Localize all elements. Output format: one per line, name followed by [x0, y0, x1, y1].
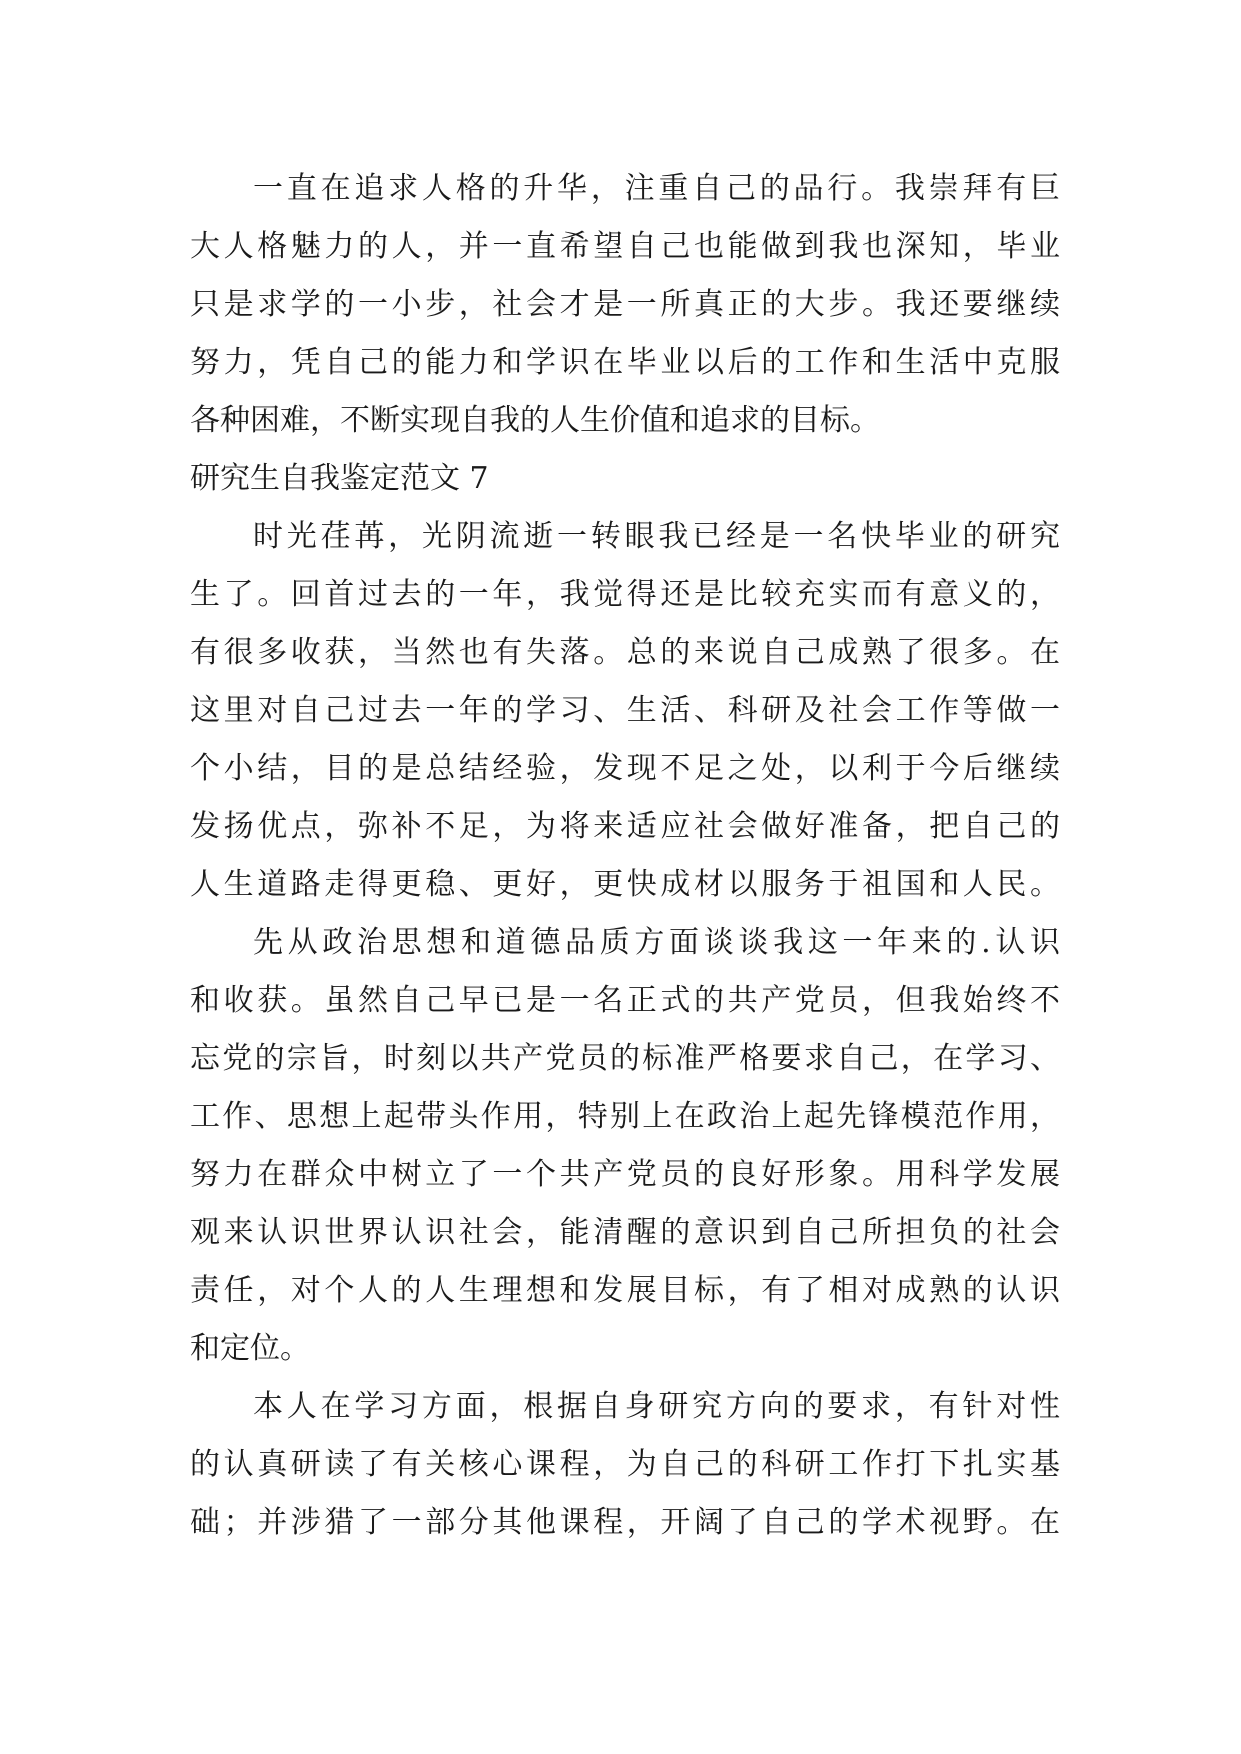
text-line: 先从政治思想和道德品质方面谈谈我这一年来的.认识 [253, 925, 1060, 960]
text-line: 各种困难，不断实现自我的人生价值和追求的目标。 [190, 403, 880, 438]
text-line: 一直在追求人格的升华，注重自己的品行。我崇拜有巨 [253, 171, 1060, 206]
text-line: 个小结，目的是总结经验，发现不足之处，以利于今后继续 [190, 751, 1060, 786]
text-line: 和收获。虽然自己早已是一名正式的共产党员，但我始终不 [190, 983, 1060, 1018]
text-line: 的认真研读了有关核心课程，为自己的科研工作打下扎实基 [190, 1447, 1060, 1482]
text-line: 工作、思想上起带头作用，特别上在政治上起先锋模范作用， [190, 1099, 1060, 1134]
text-line: 努力在群众中树立了一个共产党员的良好形象。用科学发展 [190, 1157, 1060, 1192]
text-line: 人生道路走得更稳、更好，更快成材以服务于祖国和人民。 [190, 867, 1060, 902]
text-line: 忘党的宗旨，时刻以共产党员的标准严格要求自己，在学习、 [190, 1041, 1060, 1076]
text-line: 本人在学习方面，根据自身研究方向的要求，有针对性 [253, 1389, 1060, 1424]
text-line: 发扬优点，弥补不足，为将来适应社会做好准备，把自己的 [190, 809, 1060, 844]
text-line: 只是求学的一小步，社会才是一所真正的大步。我还要继续 [190, 287, 1060, 322]
text-line: 有很多收获，当然也有失落。总的来说自己成熟了很多。在 [190, 635, 1060, 670]
text-line: 时光荏苒，光阴流逝一转眼我已经是一名快毕业的研究 [253, 519, 1060, 554]
text-line: 这里对自己过去一年的学习、生活、科研及社会工作等做一 [190, 693, 1060, 728]
text-line: 和定位。 [190, 1331, 310, 1366]
text-line: 观来认识世界认识社会，能清醒的意识到自己所担负的社会 [190, 1215, 1060, 1250]
section-heading: 研究生自我鉴定范文 7 [190, 461, 489, 496]
text-line: 大人格魅力的人，并一直希望自己也能做到我也深知，毕业 [190, 229, 1060, 264]
paragraph-3 [190, 914, 1060, 1378]
paragraph-1 [190, 160, 1060, 450]
document-body [190, 160, 1060, 1552]
text-line: 努力，凭自己的能力和学识在毕业以后的工作和生活中克服 [190, 345, 1060, 380]
text-line: 生了。回首过去的一年，我觉得还是比较充实而有意义的， [190, 577, 1060, 612]
text-line: 础；并涉猎了一部分其他课程，开阔了自己的学术视野。在 [190, 1505, 1060, 1540]
paragraph-4 [190, 1378, 1060, 1552]
text-line: 责任，对个人的人生理想和发展目标，有了相对成熟的认识 [190, 1273, 1060, 1308]
paragraph-2 [190, 508, 1060, 914]
